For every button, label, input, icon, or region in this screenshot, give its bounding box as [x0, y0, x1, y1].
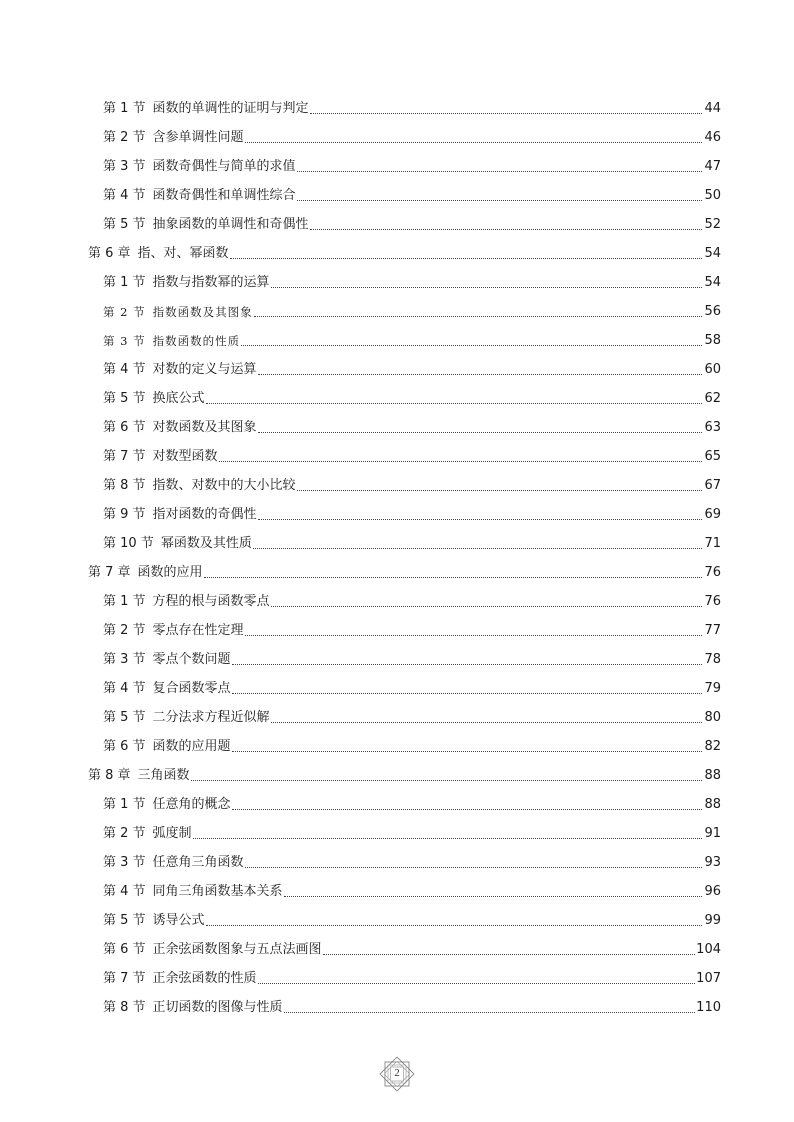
toc-page-number: 67	[704, 478, 721, 493]
toc-entry-label	[103, 304, 253, 320]
toc-entry-label	[103, 362, 257, 378]
section-number: 第 2 节	[103, 623, 146, 638]
section-number: 第 4 节	[103, 188, 146, 203]
dot-leader	[310, 229, 702, 230]
chapter-title: 三角函数	[137, 768, 190, 783]
section-number: 第 1 节	[103, 594, 146, 609]
section-title: 幂函数及其性质	[160, 536, 252, 551]
dot-leader	[245, 635, 702, 636]
section-number: 第 2 节	[103, 305, 146, 319]
section-number: 第 5 节	[103, 913, 146, 928]
section-number: 第 4 节	[103, 884, 146, 899]
section-title: 对数型函数	[152, 449, 218, 464]
section-title: 指对函数的奇偶性	[152, 507, 257, 522]
toc-entry-label	[103, 942, 322, 958]
toc-page-number: 44	[704, 101, 721, 116]
section-title: 二分法求方程近似解	[152, 710, 270, 725]
section-number: 第 5 节	[103, 391, 146, 406]
chapter-title: 函数的应用	[137, 565, 203, 580]
dot-leader	[232, 693, 702, 694]
section-title: 函数奇偶性和单调性综合	[152, 188, 296, 203]
toc-page-number: 65	[704, 449, 721, 464]
toc-page-number: 60	[704, 362, 721, 377]
toc-entry-label	[88, 565, 203, 581]
section-title: 诱导公式	[152, 913, 205, 928]
toc-section-entry[interactable]	[0, 210, 794, 239]
toc-entry-label	[103, 478, 296, 494]
section-title: 复合函数零点	[152, 681, 231, 696]
section-title: 零点存在性定理	[152, 623, 244, 638]
table-of-contents	[0, 94, 794, 1022]
toc-entry-label	[103, 391, 205, 407]
dot-leader	[219, 461, 702, 462]
section-title: 含参单调性问题	[152, 130, 244, 145]
toc-page-number: 78	[704, 652, 721, 667]
section-number: 第 7 节	[103, 971, 146, 986]
toc-page-number: 76	[704, 594, 721, 609]
toc-section-entry[interactable]	[0, 964, 794, 993]
toc-page-number: 80	[704, 710, 721, 725]
section-number: 第 1 节	[103, 275, 146, 290]
toc-entry-label	[103, 710, 270, 726]
dot-leader	[191, 780, 702, 781]
toc-page-number: 93	[704, 855, 721, 870]
section-title: 指数、对数中的大小比较	[152, 478, 296, 493]
section-title: 零点个数问题	[152, 652, 231, 667]
section-number: 第 8 节	[103, 478, 146, 493]
toc-entry-label	[103, 507, 257, 523]
section-title: 对数的定义与运算	[152, 362, 257, 377]
toc-entry-label	[103, 884, 283, 900]
section-title: 任意角的概念	[152, 797, 231, 812]
section-number: 第 3 节	[103, 652, 146, 667]
dot-leader	[297, 490, 702, 491]
toc-entry-label	[103, 797, 231, 813]
dot-leader	[284, 896, 702, 897]
toc-section-entry[interactable]	[0, 877, 794, 906]
chapter-number: 第 8 章	[88, 768, 131, 783]
toc-page-number: 69	[704, 507, 721, 522]
toc-section-entry[interactable]	[0, 790, 794, 819]
toc-section-entry[interactable]	[0, 819, 794, 848]
toc-entry-label	[103, 913, 205, 929]
toc-chapter-entry[interactable]	[0, 239, 794, 268]
toc-entry-label	[103, 739, 231, 755]
section-number: 第 4 节	[103, 362, 146, 377]
dot-leader	[258, 983, 696, 984]
toc-page-number: 107	[696, 971, 721, 986]
toc-page-number: 46	[704, 130, 721, 145]
dot-leader	[232, 664, 702, 665]
toc-entry-label	[103, 159, 296, 175]
toc-section-entry[interactable]	[0, 268, 794, 297]
toc-page-number: 52	[704, 217, 721, 232]
toc-section-entry[interactable]	[0, 906, 794, 935]
toc-page-number: 54	[704, 275, 721, 290]
section-number: 第 7 节	[103, 449, 146, 464]
toc-entry-label	[103, 681, 231, 697]
toc-page-number: 54	[704, 246, 721, 261]
toc-section-entry[interactable]	[0, 993, 794, 1022]
section-number: 第 1 节	[103, 797, 146, 812]
dot-leader	[271, 722, 702, 723]
toc-page-number: 58	[704, 333, 721, 348]
section-title: 函数的应用题	[152, 739, 231, 754]
section-title: 正余弦函数的性质	[152, 971, 257, 986]
toc-page-number: 63	[704, 420, 721, 435]
toc-section-entry[interactable]	[0, 616, 794, 645]
toc-page-number: 56	[704, 304, 721, 319]
toc-section-entry[interactable]	[0, 442, 794, 471]
chapter-number: 第 7 章	[88, 565, 131, 580]
dot-leader	[297, 200, 702, 201]
section-title: 换底公式	[152, 391, 205, 406]
dot-leader	[232, 809, 702, 810]
toc-page-number: 47	[704, 159, 721, 174]
toc-page-number: 62	[704, 391, 721, 406]
toc-entry-label	[103, 855, 244, 871]
section-title: 指数函数的性质	[152, 334, 241, 348]
dot-leader	[258, 374, 702, 375]
section-title: 弧度制	[152, 826, 192, 841]
toc-entry-label	[103, 101, 309, 117]
toc-section-entry[interactable]	[0, 529, 794, 558]
toc-section-entry[interactable]	[0, 471, 794, 500]
toc-page-number: 110	[696, 1000, 721, 1015]
dot-leader	[245, 142, 702, 143]
toc-section-entry[interactable]	[0, 848, 794, 877]
section-title: 任意角三角函数	[152, 855, 244, 870]
section-number: 第 6 节	[103, 942, 146, 957]
toc-section-entry[interactable]	[0, 645, 794, 674]
toc-page-number: 88	[704, 797, 721, 812]
section-title: 正余弦函数图象与五点法画图	[152, 942, 322, 957]
page-number: 2	[394, 1067, 400, 1079]
toc-section-entry[interactable]	[0, 703, 794, 732]
toc-section-entry[interactable]	[0, 674, 794, 703]
toc-entry-label	[88, 768, 190, 784]
toc-section-entry[interactable]	[0, 152, 794, 181]
dot-leader	[230, 258, 702, 259]
toc-entry-label	[103, 536, 252, 552]
toc-entry-label	[103, 449, 218, 465]
toc-entry-label	[103, 420, 257, 436]
toc-section-entry[interactable]	[0, 413, 794, 442]
toc-page-number: 79	[704, 681, 721, 696]
toc-entry-label	[103, 130, 244, 146]
toc-section-entry[interactable]	[0, 326, 794, 355]
section-title: 抽象函数的单调性和奇偶性	[152, 217, 309, 232]
toc-page-number: 91	[704, 826, 721, 841]
dot-leader	[253, 548, 702, 549]
chapter-title: 指、对、幂函数	[137, 246, 229, 261]
dot-leader	[206, 925, 702, 926]
toc-section-entry[interactable]	[0, 123, 794, 152]
toc-section-entry[interactable]	[0, 935, 794, 964]
section-title: 指数函数及其图象	[152, 305, 253, 319]
section-number: 第 10 节	[103, 536, 154, 551]
dot-leader	[206, 403, 702, 404]
toc-page-number: 50	[704, 188, 721, 203]
section-title: 对数函数及其图象	[152, 420, 257, 435]
dot-leader	[232, 751, 702, 752]
section-title: 函数的单调性的证明与判定	[152, 101, 309, 116]
section-number: 第 6 节	[103, 420, 146, 435]
section-number: 第 2 节	[103, 826, 146, 841]
section-title: 正切函数的图像与性质	[152, 1000, 283, 1015]
toc-entry-label	[103, 652, 231, 668]
section-title: 方程的根与函数零点	[152, 594, 270, 609]
section-number: 第 5 节	[103, 710, 146, 725]
toc-entry-label	[88, 246, 229, 262]
dot-leader	[245, 867, 702, 868]
toc-entry-label	[103, 1000, 283, 1016]
section-title: 同角三角函数基本关系	[152, 884, 283, 899]
toc-section-entry[interactable]	[0, 500, 794, 529]
toc-chapter-entry[interactable]	[0, 558, 794, 587]
toc-page-number: 99	[704, 913, 721, 928]
dot-leader	[258, 432, 702, 433]
dot-leader	[310, 113, 702, 114]
section-title: 函数奇偶性与简单的求值	[152, 159, 296, 174]
toc-section-entry[interactable]	[0, 355, 794, 384]
toc-page-number: 76	[704, 565, 721, 580]
dot-leader	[204, 577, 702, 578]
dot-leader	[297, 171, 702, 172]
toc-page-number: 82	[704, 739, 721, 754]
section-title: 指数与指数幂的运算	[152, 275, 270, 290]
section-number: 第 3 节	[103, 855, 146, 870]
toc-page-number: 77	[704, 623, 721, 638]
toc-entry-label	[103, 623, 244, 639]
toc-section-entry[interactable]	[0, 94, 794, 123]
toc-chapter-entry[interactable]	[0, 761, 794, 790]
chapter-number: 第 6 章	[88, 246, 131, 261]
toc-page-number: 71	[704, 536, 721, 551]
dot-leader	[254, 316, 702, 317]
section-number: 第 1 节	[103, 101, 146, 116]
toc-entry-label	[103, 971, 257, 987]
section-number: 第 4 节	[103, 681, 146, 696]
toc-section-entry[interactable]	[0, 587, 794, 616]
dot-leader	[258, 519, 702, 520]
dot-leader	[284, 1012, 696, 1013]
toc-entry-label	[103, 188, 296, 204]
dot-leader	[241, 345, 702, 346]
section-number: 第 5 节	[103, 217, 146, 232]
toc-section-entry[interactable]	[0, 732, 794, 761]
page-footer	[377, 1054, 417, 1094]
toc-entry-label	[103, 217, 309, 233]
section-number: 第 3 节	[103, 159, 146, 174]
dot-leader	[193, 838, 702, 839]
toc-section-entry[interactable]	[0, 297, 794, 326]
toc-page-number: 88	[704, 768, 721, 783]
section-number: 第 3 节	[103, 334, 146, 348]
toc-section-entry[interactable]	[0, 181, 794, 210]
toc-entry-label	[103, 594, 270, 610]
toc-page-number: 104	[696, 942, 721, 957]
toc-entry-label	[103, 333, 240, 349]
dot-leader	[271, 606, 702, 607]
dot-leader	[323, 954, 696, 955]
section-number: 第 9 节	[103, 507, 146, 522]
section-number: 第 8 节	[103, 1000, 146, 1015]
toc-section-entry[interactable]	[0, 384, 794, 413]
toc-entry-label	[103, 826, 192, 842]
section-number: 第 6 节	[103, 739, 146, 754]
toc-page-number: 96	[704, 884, 721, 899]
toc-entry-label	[103, 275, 270, 291]
dot-leader	[271, 287, 702, 288]
section-number: 第 2 节	[103, 130, 146, 145]
